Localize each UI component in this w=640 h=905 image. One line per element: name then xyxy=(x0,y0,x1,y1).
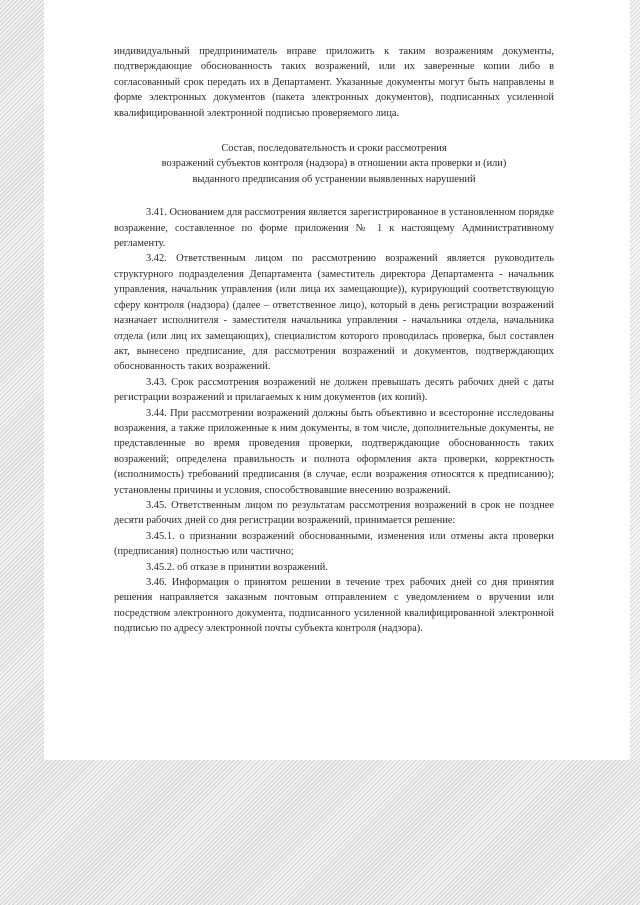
heading-line-2: возражений субъектов контроля (надзора) в отношении акта проверки и (или) xyxy=(161,158,507,170)
paragraph-3-45-1: 3.45.1. о признании возражений обоснованными, изменения или отмены акта проверки (предписания) полностью или частично; xyxy=(114,530,554,558)
paragraph-3-45: 3.45. Ответственным лицом по результатам рассмотрения возражений в срок не позднее десяти рабочих дней со дня регистрации возражений, принимается решение: xyxy=(114,499,554,527)
paragraph-3-44: 3.44. При рассмотрении возражений должны быть объективно и всесторонне исследованы возражения, а также приложенные к ним документы, в том числе, дополнительные документы, не представленные во время проведения проверки, подтверждающие обоснованность таких возражений; определена правильность и полнота оформления акта проверки, корректность (исполнимость) требований предписания (в случае, если возражения относятся к предписанию); установлены причины и условия, способствовавшие внесению возражений. xyxy=(114,407,554,496)
heading-line-1: Состав, последовательность и сроки рассмотрения xyxy=(221,143,447,155)
paragraph-3-42: 3.42. Ответственным лицом по рассмотрению возражений является руководитель структурного подразделения Департамента (заместитель директора Департамента - начальник управления, начальник управления (или лица их замещающие)), курирующий соответствующую сферу контроля (надзора) (далее – ответственное лицо), который в день регистрации возражений назначает исполнителя - заместителя начальника управления - начальника отдела, начальника отдела (или лиц их замещающих), специалистом которого проводилась проверка, был составлен акт, вынесено предписание, для рассмотрения возражений и документов, подтверждающих обоснованность таких возражений. xyxy=(114,253,554,373)
scan-border-right xyxy=(630,0,640,760)
paragraph-3-43: 3.43. Срок рассмотрения возражений не должен превышать десять рабочих дней с даты регистрации возражений и прилагаемых к ним документов (их копий). xyxy=(114,376,554,404)
heading-line-3: выданного предписания об устранении выявленных нарушений xyxy=(192,173,476,185)
paragraph-3-46: 3.46. Информация о принятом решении в течение трех рабочих дней со дня принятия решения направляется заказным почтовым отправлением с уведомлением о вручении или посредством электронного документа, подписанного усиленной квалифицированной электронной подписью по адресу электронной почты субъекта контроля (надзора). xyxy=(114,577,554,635)
paragraph-3-45-2: 3.45.2. об отказе в принятии возражений. xyxy=(146,561,328,573)
document-body xyxy=(114,44,554,637)
document-page xyxy=(44,0,630,760)
section-heading xyxy=(114,141,554,187)
paragraph-3-41: 3.41. Основанием для рассмотрения является зарегистрированное в установленном порядке возражение, составленное по форме приложения № 1 к настоящему Административному регламенту. xyxy=(114,207,554,250)
scan-border-bottom xyxy=(0,760,640,905)
scan-border-left xyxy=(0,0,44,760)
intro-paragraph: индивидуальный предприниматель вправе приложить к таким возражениям документы, подтверждающие обоснованность таких возражений, или их заверенные копии либо в согласованный срок передать их в Департамент. Указанные документы могут быть направлены в форме электронных документов (пакета электронных документов), подписанных усиленной квалифицированной электронной подписью проверяемого лица. xyxy=(114,46,554,119)
